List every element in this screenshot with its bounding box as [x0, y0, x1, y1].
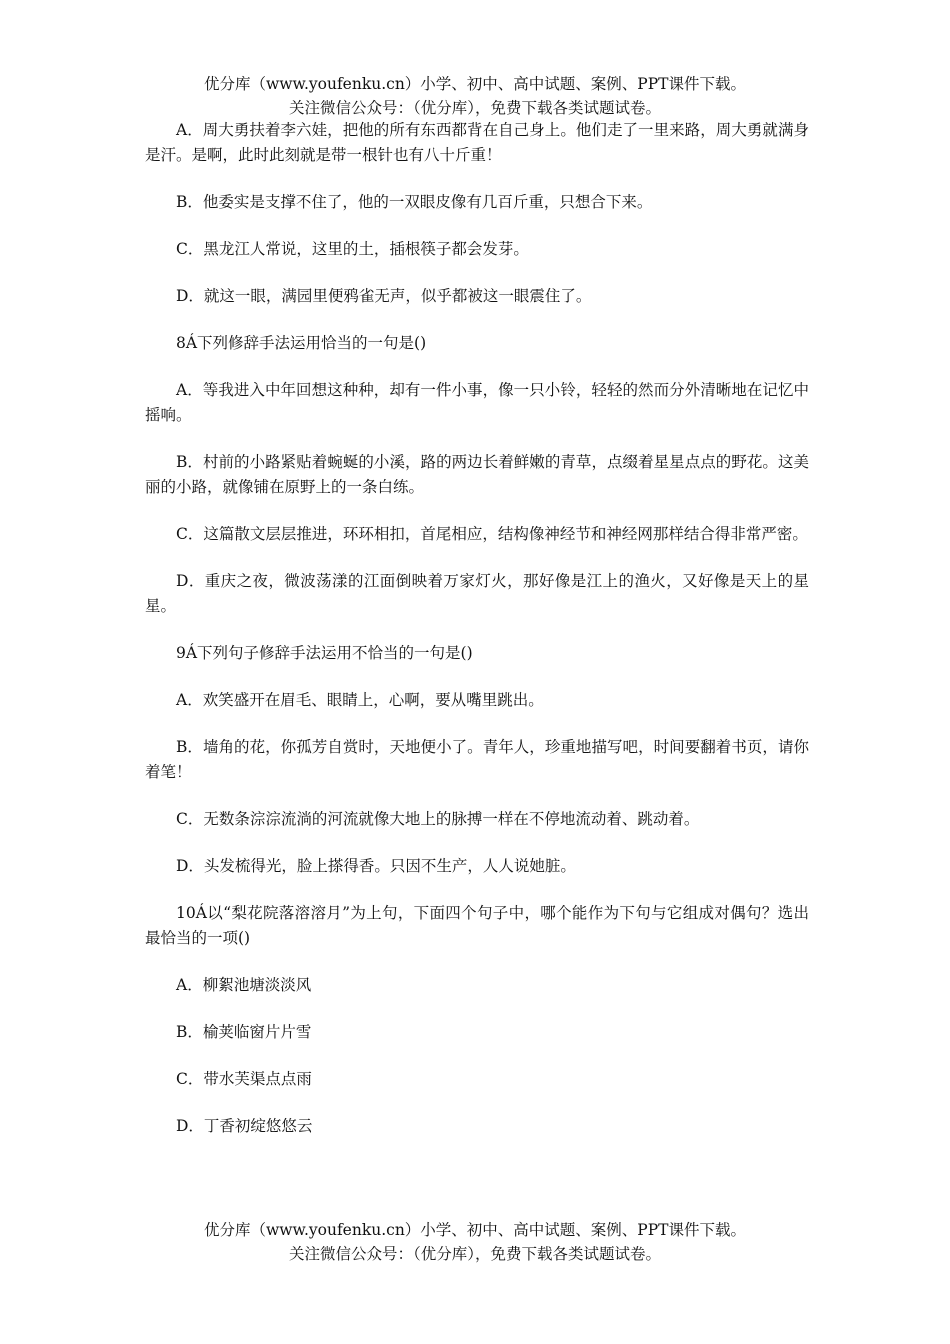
q7-option-a: A．周大勇扶着李六娃，把他的所有东西都背在自己身上。他们走了一里来路，周大勇就满身是汗。是啊，此时此刻就是带一根针也有八十斤重！ — [145, 121, 809, 164]
q9-option-d: D．头发梳得光，脸上搽得香。只因不生产，人人说她脏。 — [176, 857, 576, 875]
footer-line-2: 关注微信公众号：（优分库），免费下载各类试题试卷。 — [288, 1245, 661, 1263]
q8-option-d: D．重庆之夜，微波荡漾的江面倒映着万家灯火，那好像是江上的渔火，又好像是天上的星星。 — [145, 572, 809, 615]
q7-option-d: D．就这一眼，满园里便鸦雀无声，似乎都被这一眼震住了。 — [176, 287, 592, 305]
q10-option-b: B．榆荚临窗片片雪 — [176, 1023, 312, 1041]
footer-line-1: 优分库（www.youfenku.cn）小学、初中、高中试题、案例、PPT课件下载。 — [203, 1221, 747, 1239]
header-line-2: 关注微信公众号：（优分库），免费下载各类试题试卷。 — [288, 99, 661, 117]
q10-stem: 10Á以“梨花院落溶溶月”为上句，下面四个句子中，哪个能作为下句与它组成对偶句？选出最恰当的一项() — [145, 904, 809, 947]
q9-stem: 9Á下列句子修辞手法运用不恰当的一句是() — [176, 644, 473, 662]
q10-option-a: A．柳絮池塘淡淡风 — [176, 976, 312, 994]
q9-option-c: C．无数条淙淙流淌的河流就像大地上的脉搏一样在不停地流动着、跳动着。 — [176, 810, 700, 828]
header-line-1: 优分库（www.youfenku.cn）小学、初中、高中试题、案例、PPT课件下载。 — [203, 75, 747, 93]
q9-option-b: B．墙角的花，你孤芳自赏时，天地便小了。青年人，珍重地描写吧，时间要翻着书页，请你着笔！ — [145, 738, 809, 781]
q9-option-a: A．欢笑盛开在眉毛、眼睛上，心啊，要从嘴里跳出。 — [176, 691, 544, 709]
q8-option-c: C．这篇散文层层推进，环环相扣，首尾相应，结构像神经节和神经网那样结合得非常严密。 — [176, 525, 808, 543]
q8-option-a: A．等我进入中年回想这种种，却有一件小事，像一只小铃，轻轻的然而分外清晰地在记忆中摇响。 — [145, 381, 809, 424]
q8-option-b: B．村前的小路紧贴着蜿蜒的小溪，路的两边长着鲜嫩的青草，点缀着星星点点的野花。这美丽的小路，就像铺在原野上的一条白练。 — [145, 453, 809, 496]
page-header — [0, 72, 950, 120]
q7-option-c: C．黑龙江人常说，这里的土，插根筷子都会发芽。 — [176, 240, 529, 258]
exam-content — [145, 118, 809, 1161]
q7-option-b: B．他委实是支撑不住了，他的一双眼皮像有几百斤重，只想合下来。 — [176, 193, 653, 211]
q10-option-d: D．丁香初绽悠悠云 — [176, 1117, 313, 1135]
page-footer — [0, 1218, 950, 1266]
q8-stem: 8Á下列修辞手法运用恰当的一句是() — [176, 334, 427, 352]
q10-option-c: C．带水芙渠点点雨 — [176, 1070, 312, 1088]
